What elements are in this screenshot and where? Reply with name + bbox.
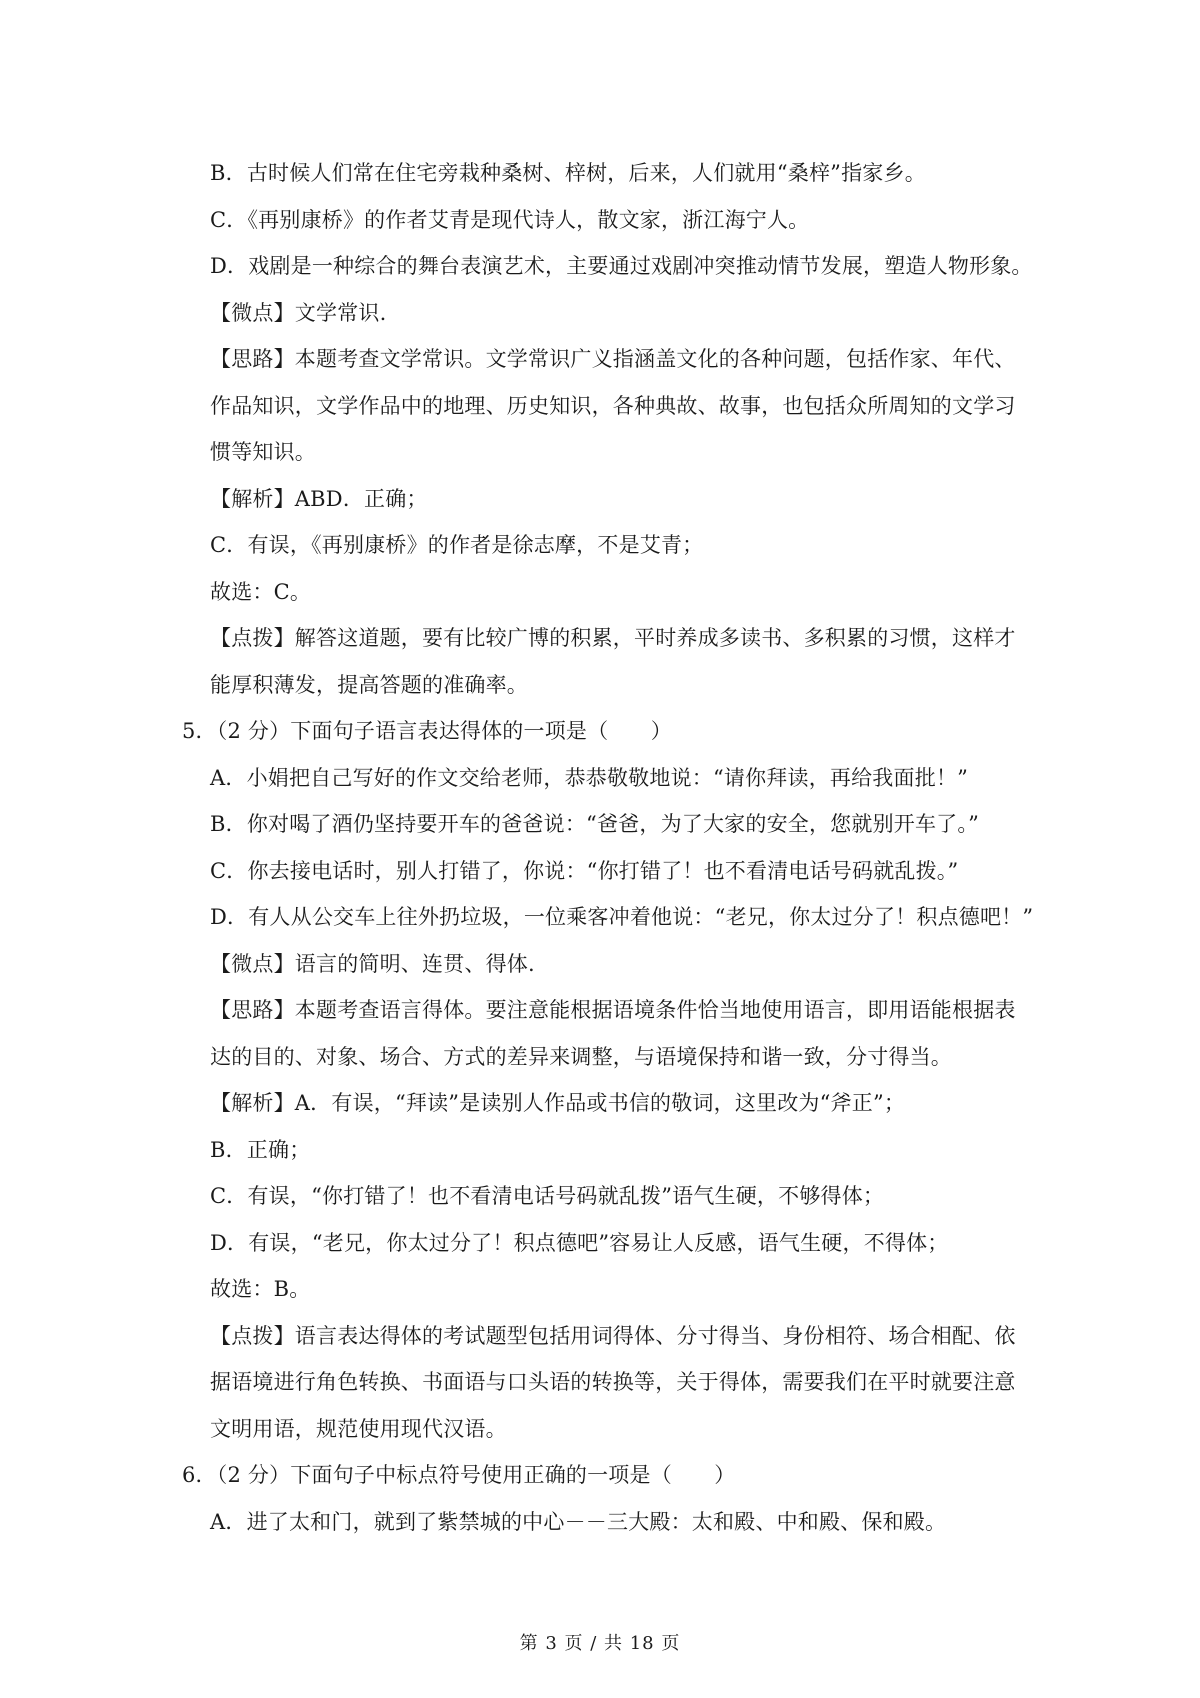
text-line: 能厚积薄发，提高答题的准确率。	[210, 672, 528, 697]
option-line: A．进了太和门，就到了紫禁城的中心－－三大殿：太和殿、中和殿、保和殿。	[210, 1509, 947, 1534]
text-line: 【点拨】解答这道题，要有比较广博的积累，平时养成多读书、多积累的习惯，这样才	[210, 626, 1016, 650]
text-line: 【解析】A．有误，“拜读”是读别人作品或书信的敬词，这里改为“斧正”；	[210, 1091, 906, 1115]
text-line: 作品知识，文学作品中的地理、历史知识，各种典故、故事，也包括众所周知的文学习	[210, 393, 1016, 418]
page-content	[182, 150, 1034, 1545]
text-line: 【思路】本题考查语言得体。要注意能根据语境条件恰当地使用语言，即用语能根据表	[210, 998, 1016, 1022]
option-line: A．小娟把自己写好的作文交给老师，恭恭敬敬地说：“请你拜读，再给我面批！”	[210, 765, 969, 790]
text-line: B．正确；	[210, 1137, 311, 1162]
text-line: 【微点】语言的简明、连贯、得体.	[210, 951, 535, 976]
text-line: C．有误，“你打错了！也不看清电话号码就乱拨”语气生硬，不够得体；	[210, 1184, 885, 1208]
question-heading: 5．（2 分）下面句子语言表达得体的一项是（ ）	[182, 719, 672, 743]
text-line: D．戏剧是一种综合的舞台表演艺术，主要通过戏剧冲突推动情节发展，塑造人物形象。	[210, 254, 1033, 278]
text-line: 【思路】本题考查文学常识。文学常识广义指涵盖文化的各种问题，包括作家、年代、	[210, 347, 1016, 371]
option-line: C．你去接电话时，别人打错了，你说：“你打错了！也不看清电话号码就乱拨。”	[210, 858, 959, 883]
text-line: 故选：C。	[210, 579, 312, 604]
text-line: 【点拨】语言表达得体的考试题型包括用词得体、分寸得当、身份相符、场合相配、依	[210, 1323, 1016, 1348]
text-line: C．《再别康桥》的作者艾青是现代诗人，散文家，浙江海宁人。	[210, 207, 810, 232]
text-line: 故选：B。	[210, 1277, 311, 1301]
option-line: D．有人从公交车上往外扔垃圾，一位乘客冲着他说：“老兄，你太过分了！积点德吧！”	[210, 905, 1034, 929]
text-line: 【微点】文学常识.	[210, 300, 387, 325]
text-line: 惯等知识。	[210, 440, 316, 464]
page-footer: 第 3 页 / 共 18 页	[519, 1633, 681, 1654]
text-line: B．古时候人们常在住宅旁栽种桑树、梓树，后来，人们就用“桑梓”指家乡。	[210, 161, 926, 185]
text-line: 达的目的、对象、场合、方式的差异来调整，与语境保持和谐一致，分寸得当。	[210, 1044, 952, 1069]
text-line: 文明用语，规范使用现代汉语。	[210, 1416, 507, 1441]
text-line: C．有误，《再别康桥》的作者是徐志摩，不是艾青；	[210, 533, 704, 557]
question-heading: 6．（2 分）下面句子中标点符号使用正确的一项是（ ）	[182, 1463, 736, 1487]
text-line: 【解析】ABD．正确；	[210, 486, 428, 511]
text-line: 据语境进行角色转换、书面语与口头语的转换等，关于得体，需要我们在平时就要注意	[210, 1370, 1016, 1394]
text-line: D．有误，“老兄，你太过分了！积点德吧”容易让人反感，语气生硬，不得体；	[210, 1230, 949, 1255]
option-line: B．你对喝了酒仍坚持要开车的爸爸说：“爸爸，为了大家的安全，您就别开车了。”	[210, 812, 980, 836]
